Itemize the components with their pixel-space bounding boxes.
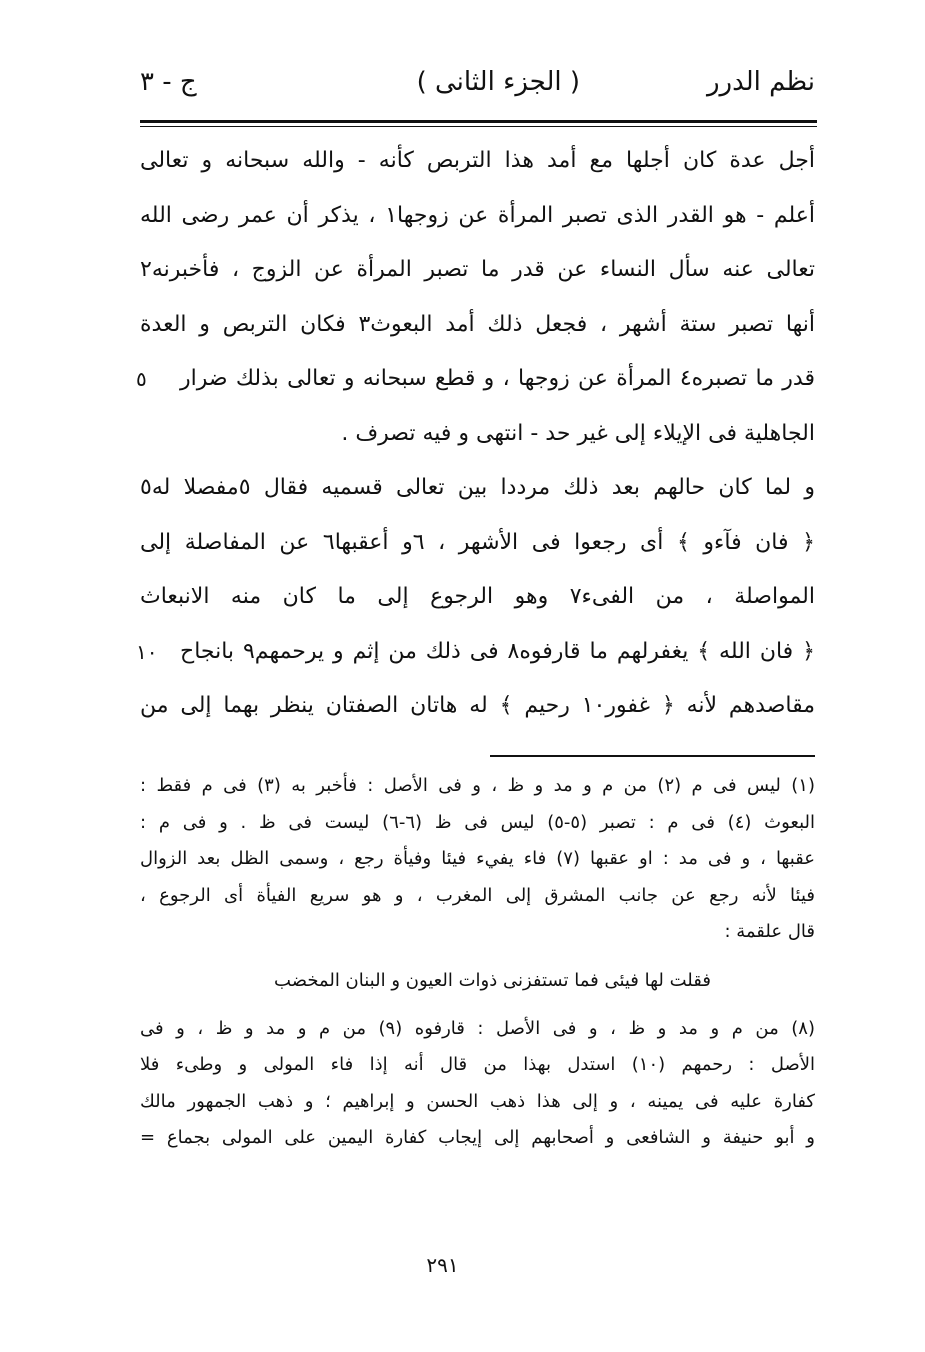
footnote-line: الأصل : رحمهم (١٠) استدل بهذا من قال أنه إذا فاء المولى و وطىء فلا — [140, 1054, 816, 1075]
footnote-line: (١) ليس فى م (٢) من م و مد و ظ ، و فى الأصل : فأخبر به (٣) فى م فقط : — [140, 775, 815, 796]
text-line-content: ﴿ فان الله ﴾ يغفرلهم ما قارفوه٨ فى ذلك من إثم و يرحمهم٩ بانجاح — [180, 638, 815, 664]
book-title: نظم الدرر — [706, 67, 815, 97]
text-line: أجل عدة كان أجلها مع أمد هذا التربص كأنه - والله سبحانه و تعالى — [140, 148, 815, 173]
footnote-line: فيئا لأنه رجع عن جانب المشرق إلى المغرب ، و هو سريع الفيأة أى الرجوع ، — [140, 884, 815, 906]
text-line: مقاصدهم لأنه ﴿ غفور١٠ رحيم ﴾ له هاتان الصفتان ينظر بهما إلى من — [140, 693, 815, 718]
footnotes — [140, 768, 815, 1157]
header-rule-thin — [140, 126, 817, 127]
poetry-verse: فقلت لها فيئى فما تستفزنى ذوات العيون و البنان المخضب — [274, 969, 711, 991]
footnote-line: و أبو حنيفة و الشافعى و أصحابهم إلى إيجاب كفارة اليمين على المولى بجماع = — [140, 1127, 815, 1148]
text-line-numbered — [136, 625, 815, 680]
text-line: أعلم - هو القدر الذى تصبر المرأة عن زوجها١ ، يذكر أن عمر رضى الله — [140, 202, 815, 228]
main-text — [136, 134, 816, 734]
text-line: ﴿ فان فآءو ﴾ أى رجعوا فى الأشهر ، ٦و أعقبها٦ عن المفاصلة إلى — [140, 529, 815, 555]
text-line: الجاهلية فى الإيلاء إلى غير حد - انتهى و فيه تصرف . — [341, 420, 815, 446]
running-header — [140, 62, 815, 102]
footnote-line: (٨) من م و مد و ظ ، و فى الأصل : قارفوه (٩) من م و مد و ظ ، و فى — [140, 1017, 815, 1039]
page-number: ٢٩١ — [426, 1253, 459, 1277]
line-number-10: ١٠ — [136, 639, 158, 664]
text-line-content: قدر ما تصبره٤ المرأة عن زوجها ، و قطع سبحانه و تعالى بذلك ضرار — [180, 366, 815, 391]
text-line: المواصلة ، من الفىء٧ وهو الرجوع إلى ما كان منه الانبعاث — [140, 584, 815, 609]
text-line: و لما كان حالهم بعد ذلك مرددا بين تعالى قسميه فقال ٥مفصلا له٥ — [140, 475, 815, 500]
text-line: أنها تصبر ستة أشهر ، فجعل ذلك أمد البعوث٣ فكان التربص و العدة — [140, 311, 816, 337]
part-label: ( الجزء الثانى ) — [416, 67, 580, 97]
footnote-separator — [490, 755, 815, 757]
volume-label: ج - ٣ — [140, 67, 197, 97]
line-number-5: ٥ — [136, 367, 147, 391]
footnote-line: كفارة عليه فى يمينه ، و إلى هذا ذهب الحسن و إبراهيم ؛ و ذهب الجمهور مالك — [140, 1090, 815, 1112]
footnote-line: قال علقمة : — [724, 921, 815, 942]
text-line-numbered — [136, 352, 815, 407]
header-rule-thick — [140, 120, 817, 123]
text-line: تعالى عنه سأل النساء عن قدر ما تصبر المرأة عن الزوج ، فأخبرنه٢ — [140, 257, 815, 282]
footnote-line: البعوث (٤) فى م : تصبر (٥-٥) ليس فى ظ (٦-٦) ليست فى ظ . و فى م : — [140, 811, 815, 833]
footnote-line: عقبها ، و فى مد : او عقبها (٧) فاء يفيء فيئا وفيأة رجع ، وسمى الظل بعد الزوال — [140, 848, 816, 869]
